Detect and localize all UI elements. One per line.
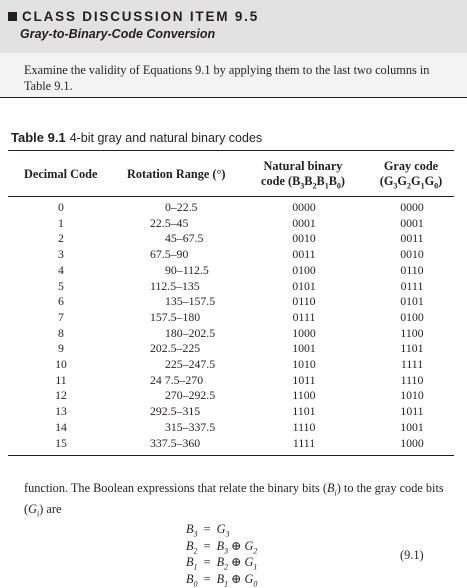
cell-range: 180–202.5 (165, 325, 216, 340)
cell-gray: 1001 (400, 419, 424, 434)
cell-decimal: 14 (55, 419, 67, 434)
cell-range: 0–22.5 (165, 200, 198, 214)
cell-range: 292.5–315 (150, 404, 201, 419)
cell-gray: 1110 (400, 372, 424, 387)
cell-gray: 0000 (400, 200, 424, 214)
discussion-text: Examine the validity of Equations 9.1 by applying them to the last two columns in Table 9.1. (24, 63, 430, 93)
header-gray-bits: $(G_3G_2G_1G_0)$ (379, 174, 443, 191)
cell-decimal: 10 (55, 357, 67, 371)
cell-binary: 0110 (292, 294, 316, 309)
cell-gray: 1100 (400, 325, 424, 340)
header-natural-binary: Natural binary code $(B_3B_2B_1B_0)$ (248, 159, 358, 193)
cell-range: 202.5–225 (150, 341, 201, 356)
cell-decimal: 7 (58, 309, 64, 324)
cell-gray: 1111 (400, 357, 424, 371)
equation-line: $B_3 = G_3$ (186, 522, 230, 539)
cell-gray: 0011 (400, 231, 424, 246)
equation-line: $B_0 = B_1$ ⊕ $G_0$ (186, 571, 258, 588)
cell-range: 337.5–360 (150, 435, 201, 450)
cell-decimal: 15 (55, 435, 67, 450)
cell-binary: 1000 (292, 325, 316, 340)
cell-range: 67.5–90 (150, 247, 189, 262)
cell-decimal: 11 (55, 372, 67, 387)
cell-gray: 0110 (400, 262, 424, 277)
cell-decimal: 6 (58, 294, 64, 309)
cell-gray: 0010 (400, 247, 424, 262)
cell-binary: 0101 (292, 278, 316, 293)
equation-number: (9.1) (400, 548, 424, 562)
cell-decimal: 12 (55, 388, 67, 403)
cell-range: 225–247.5 (165, 357, 216, 371)
cell-decimal: 1 (58, 215, 64, 230)
cell-decimal: 9 (58, 341, 64, 356)
cell-binary: 0100 (292, 262, 316, 277)
header-rotation-range: Rotation Range (°) (127, 167, 226, 181)
cell-decimal: 0 (58, 200, 64, 214)
cell-range: 22.5–45 (150, 215, 189, 230)
table-caption (11, 130, 262, 145)
header-binary-bits: code $(B_3B_2B_1B_0)$ (261, 174, 345, 191)
discussion-body (0, 53, 467, 98)
cell-decimal: 2 (58, 231, 64, 246)
cell-binary: 0010 (292, 231, 316, 246)
cell-range: 315–337.5 (165, 419, 216, 434)
cell-gray: 0100 (400, 309, 424, 324)
cell-decimal: 5 (58, 278, 64, 293)
cell-binary: 1010 (292, 357, 316, 371)
cell-decimal: 4 (58, 262, 64, 277)
cell-range: 45–67.5 (165, 231, 204, 246)
cell-decimal: 13 (55, 404, 67, 419)
cell-binary: 1101 (292, 404, 316, 419)
table-caption-text: 4-bit gray and natural binary codes (69, 131, 263, 145)
table-bottom-rule (8, 455, 454, 456)
cell-range: 135–157.5 (165, 294, 216, 309)
discussion-header (0, 0, 467, 53)
cell-binary: 0011 (292, 247, 316, 262)
cell-gray: 1011 (400, 404, 424, 419)
cell-gray: 1101 (400, 341, 424, 356)
discussion-title: CLASS DISCUSSION ITEM 9.5 (8, 9, 259, 24)
body-paragraph: function. The Boolean expressions that relate the binary bits $(B_i)$ to the gray code bits $(G_i)$ are (24, 481, 444, 519)
equation-line: $B_2 = B_3$ ⊕ $G_2$ (186, 538, 258, 555)
cell-binary: 0000 (292, 200, 316, 214)
cell-gray: 0111 (400, 278, 424, 293)
cell-binary: 1100 (292, 388, 316, 403)
cell-range: 157.5–180 (150, 309, 201, 324)
cell-gray: 1000 (400, 435, 424, 450)
table-header-rule (8, 196, 454, 197)
cell-binary: 1011 (292, 372, 316, 387)
cell-binary: 1001 (292, 341, 316, 356)
header-gray-code: Gray code $(G_3G_2G_1G_0)$ (372, 159, 450, 193)
cell-gray: 0001 (400, 215, 424, 230)
cell-binary: 0111 (292, 309, 316, 324)
cell-binary: 0001 (292, 215, 316, 230)
header-decimal-code: Decimal Code (24, 167, 98, 181)
cell-decimal: 8 (58, 325, 64, 340)
cell-range: 270–292.5 (165, 388, 216, 403)
cell-gray: 1010 (400, 388, 424, 403)
cell-range: 112.5–135 (150, 278, 200, 293)
cell-range: 24 7.5–270 (150, 372, 204, 387)
cell-gray: 0101 (400, 294, 424, 309)
cell-range: 90–112.5 (165, 262, 209, 277)
discussion-subtitle: Gray-to-Binary-Code Conversion (20, 27, 216, 41)
square-bullet-icon (8, 12, 17, 21)
cell-decimal: 3 (58, 247, 64, 262)
table-number: Table 9.1 (11, 130, 66, 145)
table-top-rule (8, 150, 454, 151)
equation-line: $B_1 = B_2$ ⊕ $G_1$ (186, 555, 258, 572)
cell-binary: 1111 (292, 435, 316, 450)
cell-binary: 1110 (292, 419, 316, 434)
